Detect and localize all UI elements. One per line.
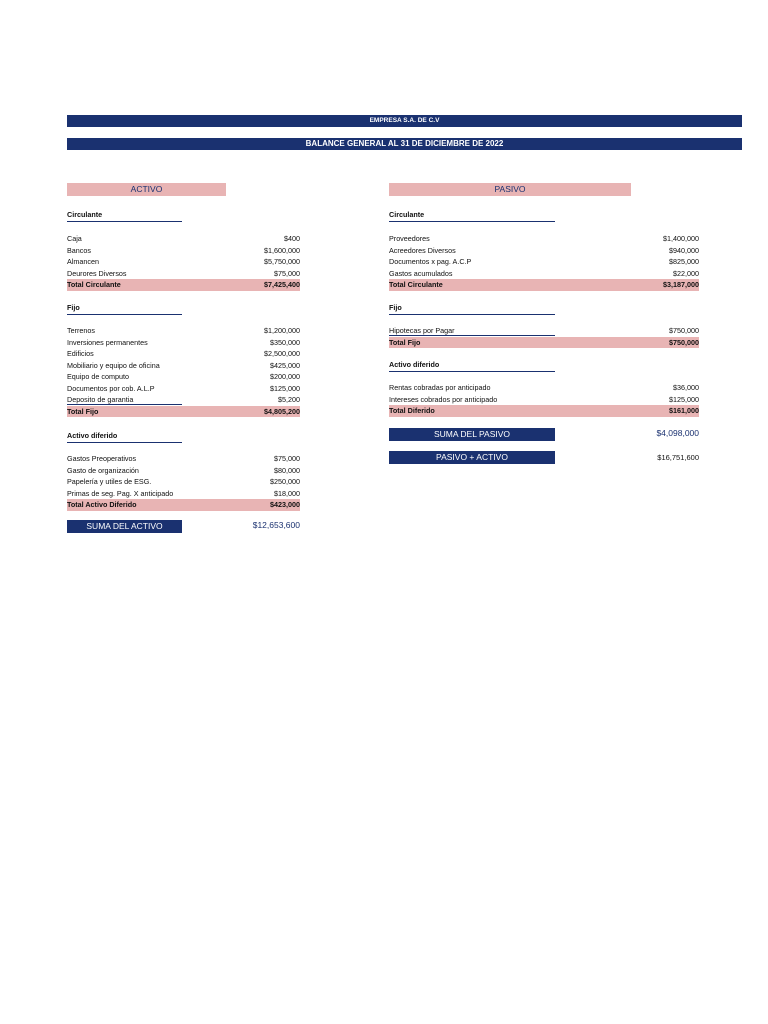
item-name: Mobiliario y equipo de oficina <box>67 360 160 370</box>
pasivo-heading: PASIVO <box>389 183 631 196</box>
total-label: Total Circulante <box>389 280 443 289</box>
total-amount: $3,187,000 <box>663 280 699 289</box>
item-amount: $250,000 <box>270 477 300 486</box>
table-row <box>389 394 699 406</box>
item-name: Papelería y utiles de ESG. <box>67 477 152 486</box>
total-amount: $161,000 <box>669 406 699 415</box>
item-amount: $200,000 <box>270 372 300 381</box>
total-amount: $750,000 <box>669 337 699 347</box>
activo-circulante-group <box>67 209 300 291</box>
table-row <box>67 348 300 360</box>
item-amount: $750,000 <box>669 326 699 335</box>
item-name: Documentos x pag. A.C.P <box>389 257 472 266</box>
item-amount: $350,000 <box>270 337 300 347</box>
table-row <box>389 256 699 268</box>
item-amount: $400 <box>284 234 300 243</box>
item-name: Intereses cobrados por anticipado <box>389 394 498 404</box>
total-row <box>389 405 699 417</box>
table-row <box>67 337 300 349</box>
pasivo-diferido-group <box>389 359 699 417</box>
pasivo-activo-value: $16,751,600 <box>657 453 699 462</box>
table-row <box>67 325 300 337</box>
total-amount: $7,425,400 <box>264 280 300 289</box>
table-row <box>389 325 699 337</box>
item-name: Primas de seg. Pag. X anticipado <box>67 488 174 498</box>
item-amount: $5,750,000 <box>264 257 300 266</box>
table-row <box>67 465 300 477</box>
item-amount: $1,600,000 <box>264 245 300 255</box>
item-name: Deurores Diversos <box>67 268 127 278</box>
activo-diferido-label: Activo diferido <box>67 430 182 443</box>
activo-diferido-group <box>67 430 300 511</box>
item-amount: $940,000 <box>669 245 699 255</box>
item-name: Terrenos <box>67 326 95 335</box>
table-row <box>67 453 300 465</box>
table-row <box>389 233 699 245</box>
suma-activo-label: SUMA DEL ACTIVO <box>67 520 182 533</box>
item-amount: $5,200 <box>278 395 300 404</box>
item-name: Documentos por cob. A.L.P <box>67 383 155 393</box>
suma-pasivo-label: SUMA DEL PASIVO <box>389 428 555 441</box>
total-label: Total Fijo <box>389 337 421 347</box>
report-title-banner: BALANCE GENERAL AL 31 DE DICIEMBRE DE 2022 <box>67 138 742 150</box>
item-name: Gastos acumulados <box>389 268 453 278</box>
item-amount: $75,000 <box>274 454 300 463</box>
table-row <box>67 233 300 245</box>
pasivo-fijo-label: Fijo <box>389 302 555 315</box>
item-amount: $2,500,000 <box>264 349 300 358</box>
total-row <box>67 279 300 291</box>
item-name: Deposito de garantia <box>67 395 134 404</box>
item-name: Almancen <box>67 257 99 266</box>
table-row <box>389 245 699 257</box>
item-amount: $22,000 <box>673 268 699 278</box>
total-label: Total Activo Diferido <box>67 500 137 509</box>
pasivo-circulante-label: Circulante <box>389 209 555 222</box>
total-row <box>67 499 300 511</box>
item-amount: $125,000 <box>270 383 300 393</box>
table-row <box>67 371 300 383</box>
table-row <box>389 268 699 280</box>
item-amount: $1,400,000 <box>663 234 699 243</box>
activo-circulante-label: Circulante <box>67 209 182 222</box>
item-name: Proveedores <box>389 234 430 243</box>
total-amount: $4,805,200 <box>264 406 300 416</box>
table-row <box>389 382 699 394</box>
item-name: Acreedores Diversos <box>389 245 456 255</box>
suma-activo-value: $12,653,600 <box>252 520 300 530</box>
table-row <box>67 488 300 500</box>
item-name: Gasto de organización <box>67 465 139 475</box>
item-name: Rentas cobradas por anticipado <box>389 383 491 392</box>
table-row <box>67 383 300 395</box>
item-amount: $80,000 <box>274 465 300 475</box>
suma-pasivo-value: $4,098,000 <box>656 428 699 438</box>
table-row <box>67 268 300 280</box>
activo-heading: ACTIVO <box>67 183 226 196</box>
table-row <box>67 476 300 488</box>
item-amount: $75,000 <box>274 268 300 278</box>
total-label: Total Diferido <box>389 406 435 415</box>
item-name: Inversiones permanentes <box>67 337 148 347</box>
total-label: Total Circulante <box>67 280 121 289</box>
item-name: Bancos <box>67 245 91 255</box>
pasivo-diferido-label: Activo diferido <box>389 359 555 372</box>
activo-fijo-label: Fijo <box>67 302 182 315</box>
item-name: Caja <box>67 234 82 243</box>
company-name-banner: EMPRESA S.A. DE C.V <box>67 115 742 127</box>
item-name: Equipo de computo <box>67 372 129 381</box>
pasivo-circulante-group <box>389 209 699 291</box>
item-amount: $425,000 <box>270 360 300 370</box>
total-row <box>389 337 699 349</box>
activo-fijo-group <box>67 302 300 417</box>
table-row <box>67 245 300 257</box>
pasivo-activo-label: PASIVO + ACTIVO <box>389 451 555 464</box>
total-label: Total Fijo <box>67 406 99 416</box>
total-row <box>389 279 699 291</box>
item-amount: $1,200,000 <box>264 326 300 335</box>
pasivo-fijo-group <box>389 302 699 348</box>
item-amount: $18,000 <box>274 488 300 498</box>
item-amount: $125,000 <box>669 394 699 404</box>
table-row <box>67 256 300 268</box>
item-name: Gastos Preoperativos <box>67 454 137 463</box>
table-row <box>67 360 300 372</box>
item-name: Hipotecas por Pagar <box>389 326 455 335</box>
total-row <box>67 406 300 418</box>
item-amount: $825,000 <box>669 257 699 266</box>
total-amount: $423,000 <box>270 500 300 509</box>
item-amount: $36,000 <box>673 383 699 392</box>
table-row <box>67 394 300 406</box>
item-name: Edificios <box>67 349 94 358</box>
